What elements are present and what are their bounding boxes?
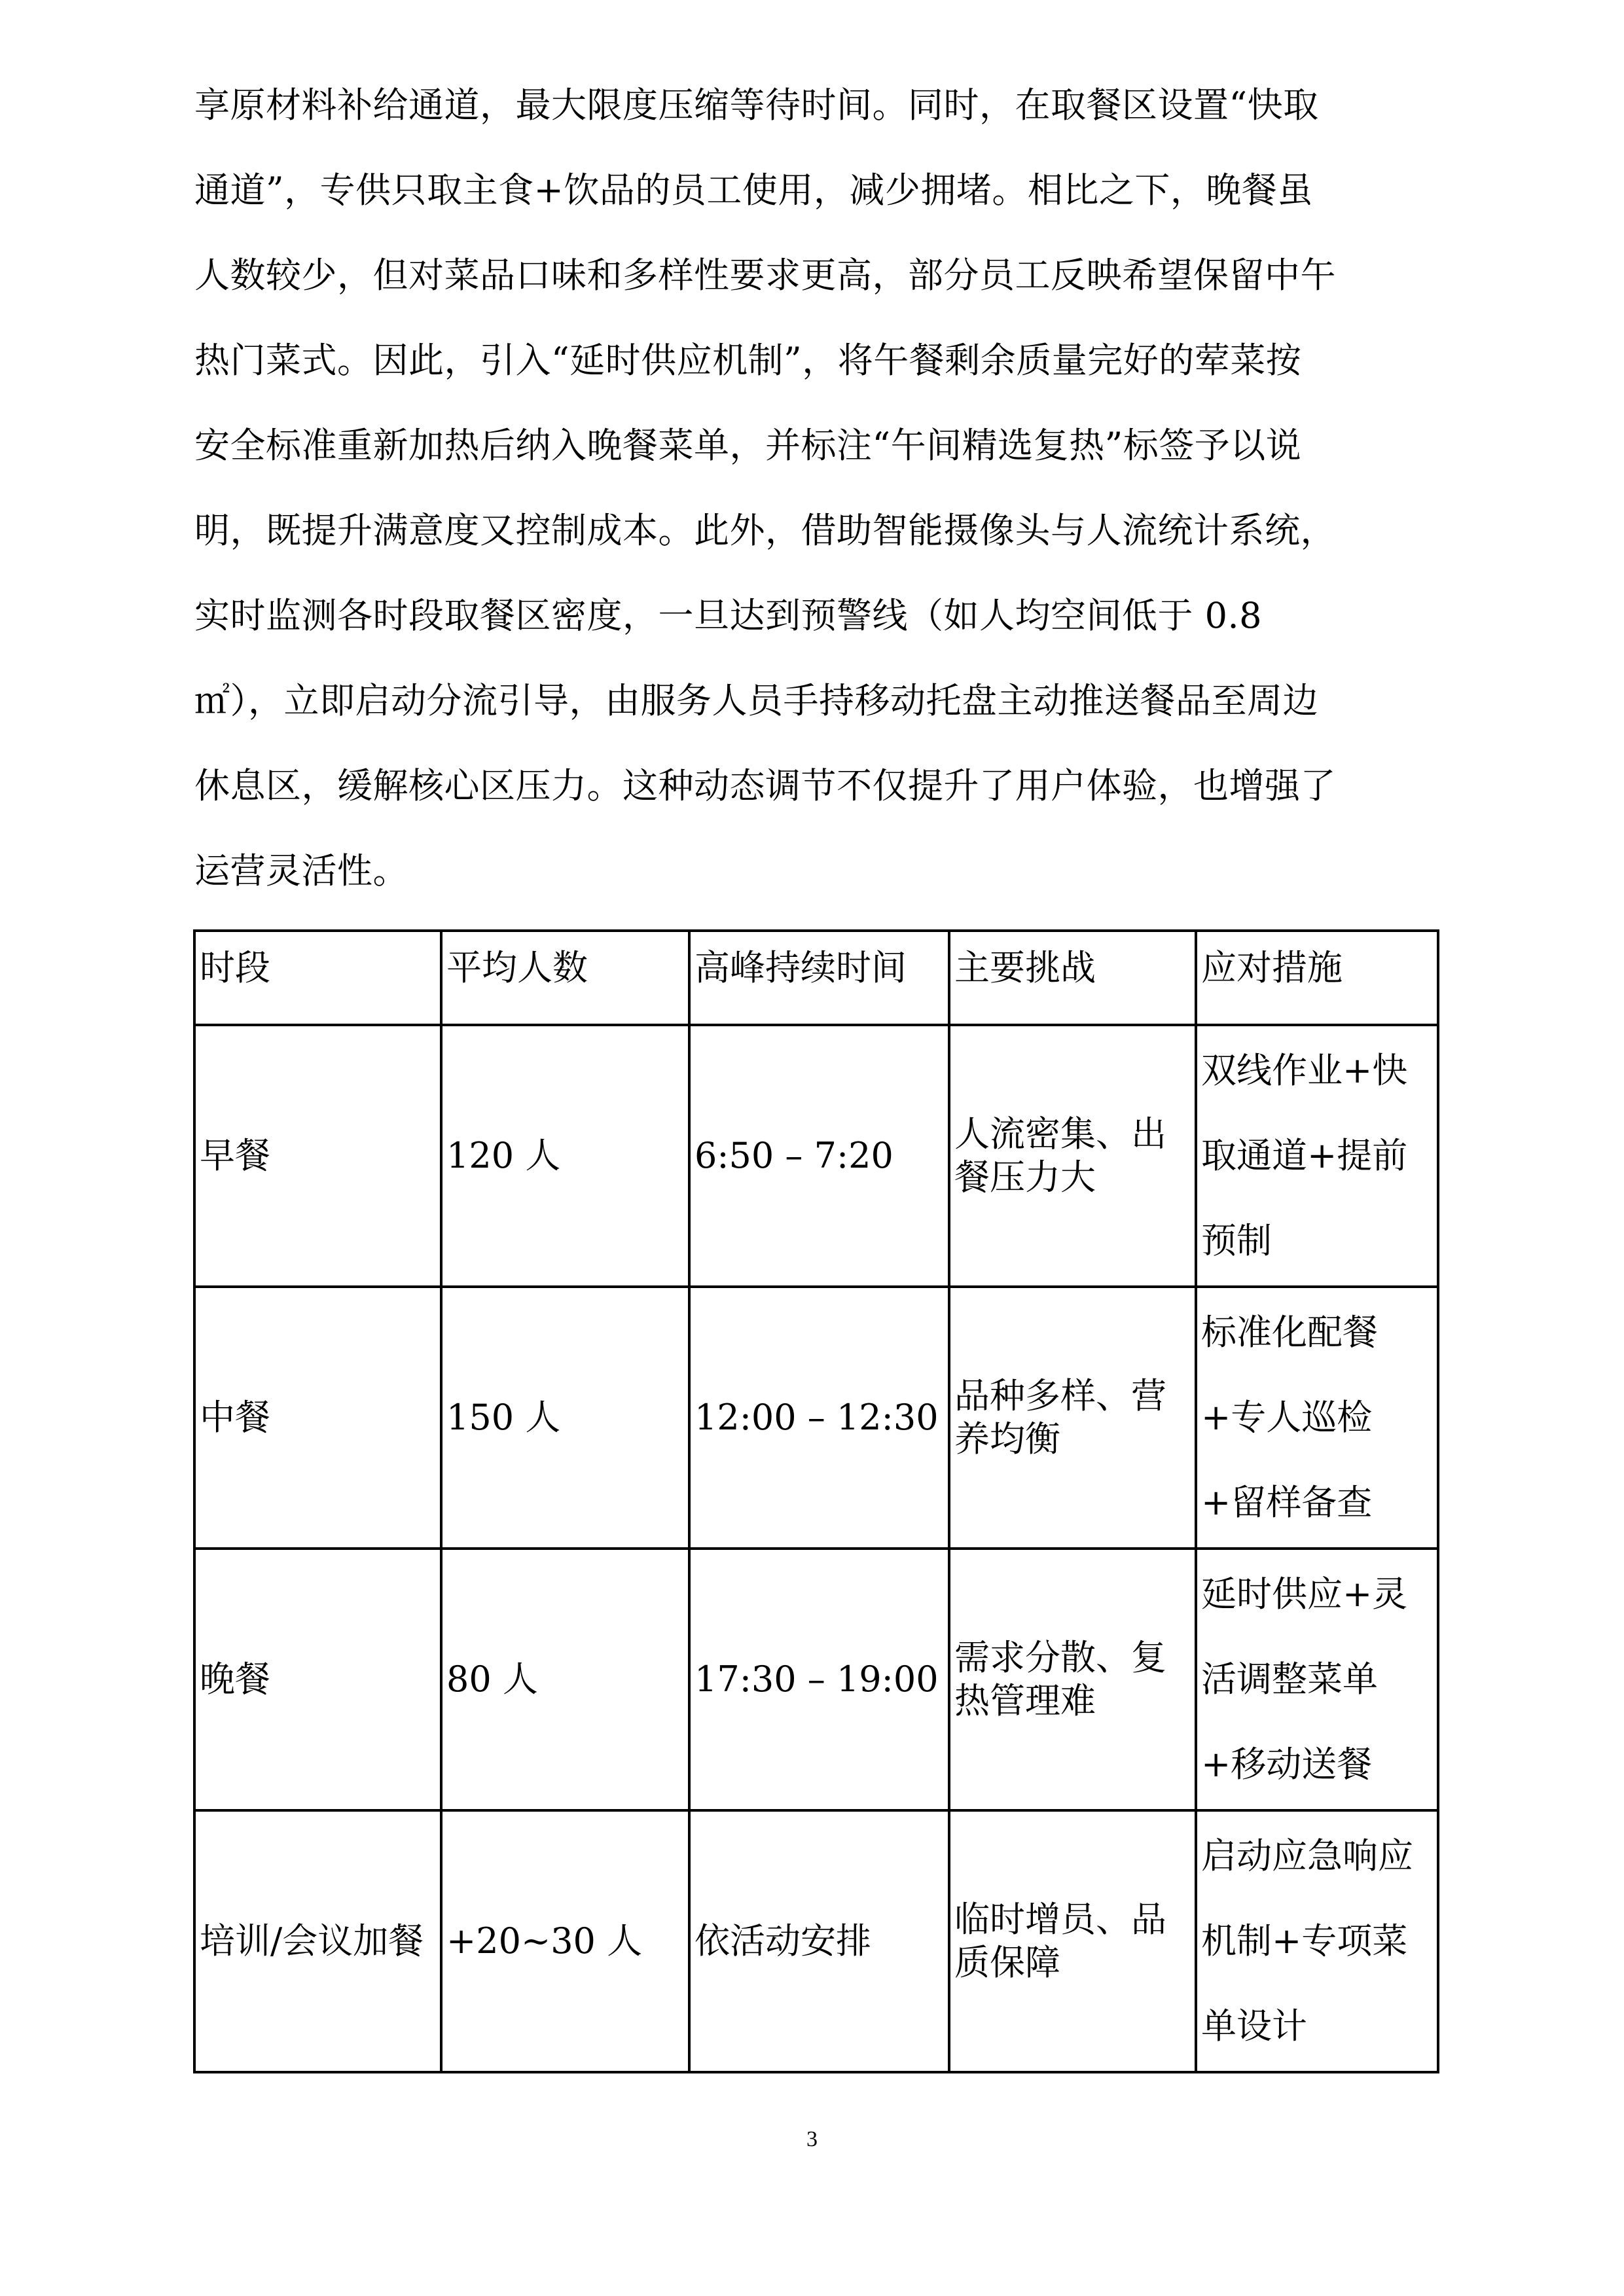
table-row [194, 1810, 1438, 2072]
cell-text: 培训/会议加餐 [200, 1920, 424, 1962]
cell-text: 标准化配餐+专人巡检+留样备查 [1201, 1312, 1378, 1523]
cell-measures [1196, 1287, 1438, 1549]
cell-period [194, 1810, 441, 2072]
cell-peak-time [689, 1025, 949, 1287]
paragraph-line: 明，既提升满意度又控制成本。此外，借助智能摄像头与人流统计系统， [194, 510, 1336, 551]
cell-peak-time [689, 1549, 949, 1810]
cell-text: 晚餐 [200, 1659, 270, 1700]
cell-text: 80 人 [446, 1659, 538, 1700]
cell-text: 120 人 [446, 1135, 561, 1176]
cell-measures [1196, 1810, 1438, 2072]
cell-period [194, 1025, 441, 1287]
cell-challenge [949, 1810, 1196, 2072]
cell-text: 需求分散、复热管理难 [954, 1637, 1166, 1721]
cell-avg-people [441, 1287, 689, 1549]
cell-text: 启动应急响应机制+专项菜单设计 [1201, 1835, 1413, 2047]
cell-text: 依活动安排 [695, 1920, 871, 1962]
cell-avg-people [441, 1549, 689, 1810]
cell-text: 150 人 [446, 1397, 561, 1438]
paragraph-line: 运营灵活性。 [194, 850, 408, 891]
cell-text: 双线作业+快取通道+提前预制 [1201, 1050, 1408, 1261]
cell-period [194, 1287, 441, 1549]
body-paragraph [194, 63, 1425, 914]
table-row [194, 1025, 1438, 1287]
header-avg-people: 平均人数 [441, 931, 689, 1025]
paragraph-line: ㎡），立即启动分流引导，由服务人员手持移动托盘主动推送餐品至周边 [194, 680, 1318, 721]
cell-text: 品种多样、营养均衡 [954, 1375, 1166, 1460]
cell-peak-time [689, 1287, 949, 1549]
table-row [194, 1287, 1438, 1549]
cell-text: +20~30 人 [446, 1920, 643, 1962]
header-period: 时段 [194, 931, 441, 1025]
header-challenge: 主要挑战 [949, 931, 1196, 1025]
cell-text: 延时供应+灵活调整菜单+移动送餐 [1201, 1573, 1408, 1785]
cell-text: 17:30 – 19:00 [695, 1659, 939, 1700]
cell-peak-time [689, 1810, 949, 2072]
paragraph-line: 热门菜式。因此，引入“延时供应机制”，将午餐剩余质量完好的荤菜按 [194, 340, 1302, 381]
paragraph-line: 休息区，缓解核心区压力。这种动态调节不仅提升了用户体验，也增强了 [194, 765, 1336, 806]
cell-avg-people [441, 1810, 689, 2072]
cell-text: 人流密集、出餐压力大 [954, 1113, 1166, 1198]
paragraph-line: 人数较少，但对菜品口味和多样性要求更高，部分员工反映希望保留中午 [194, 255, 1336, 296]
cell-text: 6:50 – 7:20 [695, 1135, 893, 1176]
cell-measures [1196, 1025, 1438, 1287]
page-number: 3 [806, 2127, 818, 2151]
cell-challenge [949, 1549, 1196, 1810]
header-peak-time: 高峰持续时间 [689, 931, 949, 1025]
cell-text: 早餐 [200, 1135, 270, 1176]
cell-avg-people [441, 1025, 689, 1287]
table-row [194, 1549, 1438, 1810]
table-header-row [194, 931, 1438, 1025]
paragraph-line: 享原材料补给通道，最大限度压缩等待时间。同时，在取餐区设置“快取 [194, 84, 1319, 126]
meal-schedule-table [193, 929, 1439, 2073]
paragraph-line: 通道”，专供只取主食+饮品的员工使用，减少拥堵。相比之下，晚餐虽 [194, 170, 1313, 211]
cell-measures [1196, 1549, 1438, 1810]
cell-challenge [949, 1025, 1196, 1287]
cell-text: 中餐 [200, 1397, 270, 1438]
cell-challenge [949, 1287, 1196, 1549]
header-measures: 应对措施 [1196, 931, 1438, 1025]
cell-text: 临时增员、品质保障 [954, 1899, 1166, 1983]
cell-period [194, 1549, 441, 1810]
paragraph-line: 实时监测各时段取餐区密度，一旦达到预警线（如人均空间低于 0.8 [194, 595, 1263, 636]
cell-text: 12:00 – 12:30 [695, 1397, 939, 1438]
paragraph-line: 安全标准重新加热后纳入晚餐菜单，并标注“午间精选复热”标签予以说 [194, 425, 1302, 466]
